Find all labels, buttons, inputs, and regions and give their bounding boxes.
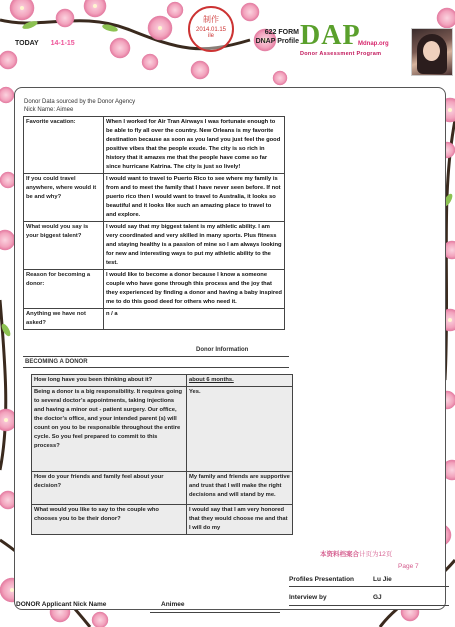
question-cell: How do your friends and family feel about your decision? xyxy=(32,471,187,504)
presentation-line xyxy=(289,576,392,583)
table-row xyxy=(24,308,285,329)
presentation-value: Lu Jie xyxy=(373,576,392,583)
table-row xyxy=(32,386,293,471)
stamp-bottom-text: ile xyxy=(207,33,214,40)
seal-stamp xyxy=(188,6,234,52)
profile-panel xyxy=(14,87,446,610)
answer-cell: My family and friends are supportive and trust that I will make the right decisions and will stand by me. xyxy=(187,471,293,504)
source-info xyxy=(24,98,135,114)
table-row xyxy=(24,117,285,174)
page-header xyxy=(0,0,455,95)
answer-cell: I would like to become a donor because I know a someone couple who have gone through this process and the joy that they experienced by finding a donor and having a baby inspired me to do this good deed for others who need it. xyxy=(104,269,285,308)
question-cell: What would you like to say to the couple who chooses you to be their donor? xyxy=(32,504,187,534)
question-cell: Being a donor is a big responsibility. It requires going to several doctor’s appointments, taking injections and having a minor out - patient surgery. Our office, the doctor’s office, and your intended parent (s) will count on you to be responsible throughout the entire cycle. So you feel prepared to commit to this process? xyxy=(32,386,187,471)
table-row xyxy=(32,375,293,387)
answer-cell: I would say that I am very honored that they would choose me and that I will do my xyxy=(187,504,293,534)
interview-line xyxy=(289,594,382,601)
answer-cell: I would want to travel to Puerto Rico to see where my family is from and to meet the family that I have never seen before. If not puerto rico then I would want to travel to Australia, it looks so beautiful and it looks like such an amazing place to travel to and explore. xyxy=(104,173,285,221)
stamp-top-text: 制作 xyxy=(203,15,219,24)
form-title-line2: DNAP Profile xyxy=(255,38,299,46)
dap-logo xyxy=(300,22,405,67)
question-cell: Anything we have not asked? xyxy=(24,308,104,329)
table-row xyxy=(32,471,293,504)
stamp-date-text: 2014.01.15 xyxy=(195,26,227,33)
question-cell: If you could travel anywhere, where would it be and why? xyxy=(24,173,104,221)
question-cell: Favorite vacation: xyxy=(24,117,104,174)
answer-cell: n / a xyxy=(104,308,285,329)
question-cell: How long have you been thinking about it? xyxy=(32,375,187,387)
donor-photo xyxy=(411,28,453,76)
logo-domain-text: Mdnap.org xyxy=(358,41,389,47)
question-cell: What would you say is your biggest talent? xyxy=(24,221,104,269)
section-header: BECOMING A DONOR xyxy=(23,356,289,368)
table-row xyxy=(24,269,285,308)
answer-cell: I would say that my biggest talent is my athletic ability. I am very coordinated and very skilled in many sports. Plus fitness and staying healthy is a passion of mine so I am always looking for new and interesting ways to put my athletic ability to the test. xyxy=(104,221,285,269)
page-number: Page 7 xyxy=(398,563,419,570)
page-count-cn-b: 计页为12页 xyxy=(359,551,393,558)
profile-table xyxy=(23,116,285,330)
becoming-donor-section xyxy=(23,356,291,610)
answer-cell: Yes. xyxy=(187,386,293,471)
logo-main-text: DAP xyxy=(300,20,361,51)
interview-underline xyxy=(289,605,449,606)
nick-name-label: DONOR Applicant Nick Name xyxy=(16,601,107,608)
today-line xyxy=(15,40,75,47)
answer-cell xyxy=(187,375,293,387)
interview-label: Interview by xyxy=(289,594,327,601)
question-cell: Reason for becoming a donor: xyxy=(24,269,104,308)
source-line: Donor Data sourced by the Donor Agency xyxy=(24,99,136,105)
interview-value: GJ xyxy=(373,594,382,601)
form-title-line1: 622 FORM xyxy=(264,29,299,36)
nick-name-line: Nick Name: Aimee xyxy=(24,107,74,114)
today-date: 14-1-15 xyxy=(50,40,75,47)
today-label: TODAY xyxy=(15,40,39,47)
presentation-underline xyxy=(289,586,449,587)
donor-information-title: Donor Information xyxy=(196,347,249,353)
nick-name-underline xyxy=(150,612,280,613)
presentation-label: Profiles Presentation xyxy=(289,576,355,583)
table-row xyxy=(24,173,285,221)
table-row xyxy=(32,504,293,534)
photo-face xyxy=(423,41,440,61)
answer-text: about 6 months. xyxy=(189,377,234,383)
nick-name-value: Animee xyxy=(161,601,185,608)
answer-cell: When I worked for Air Tran Airways I was fortunate enough to be able to fly all over the country. New Orleans is my favorite destination because as soon as you land you just feel the good positive vibes that the people exude. The city is so rich in history that it amazes me that the people have come so far since hurricane Katrina. The city is just so lively! xyxy=(104,117,285,174)
logo-subtitle: Donor Assessment Program xyxy=(300,51,382,57)
donor-table xyxy=(31,374,293,535)
page-count-cn xyxy=(320,549,392,558)
table-row xyxy=(24,221,285,269)
page-count-cn-a: 本资料档案合 xyxy=(320,551,359,558)
form-title xyxy=(237,28,299,47)
